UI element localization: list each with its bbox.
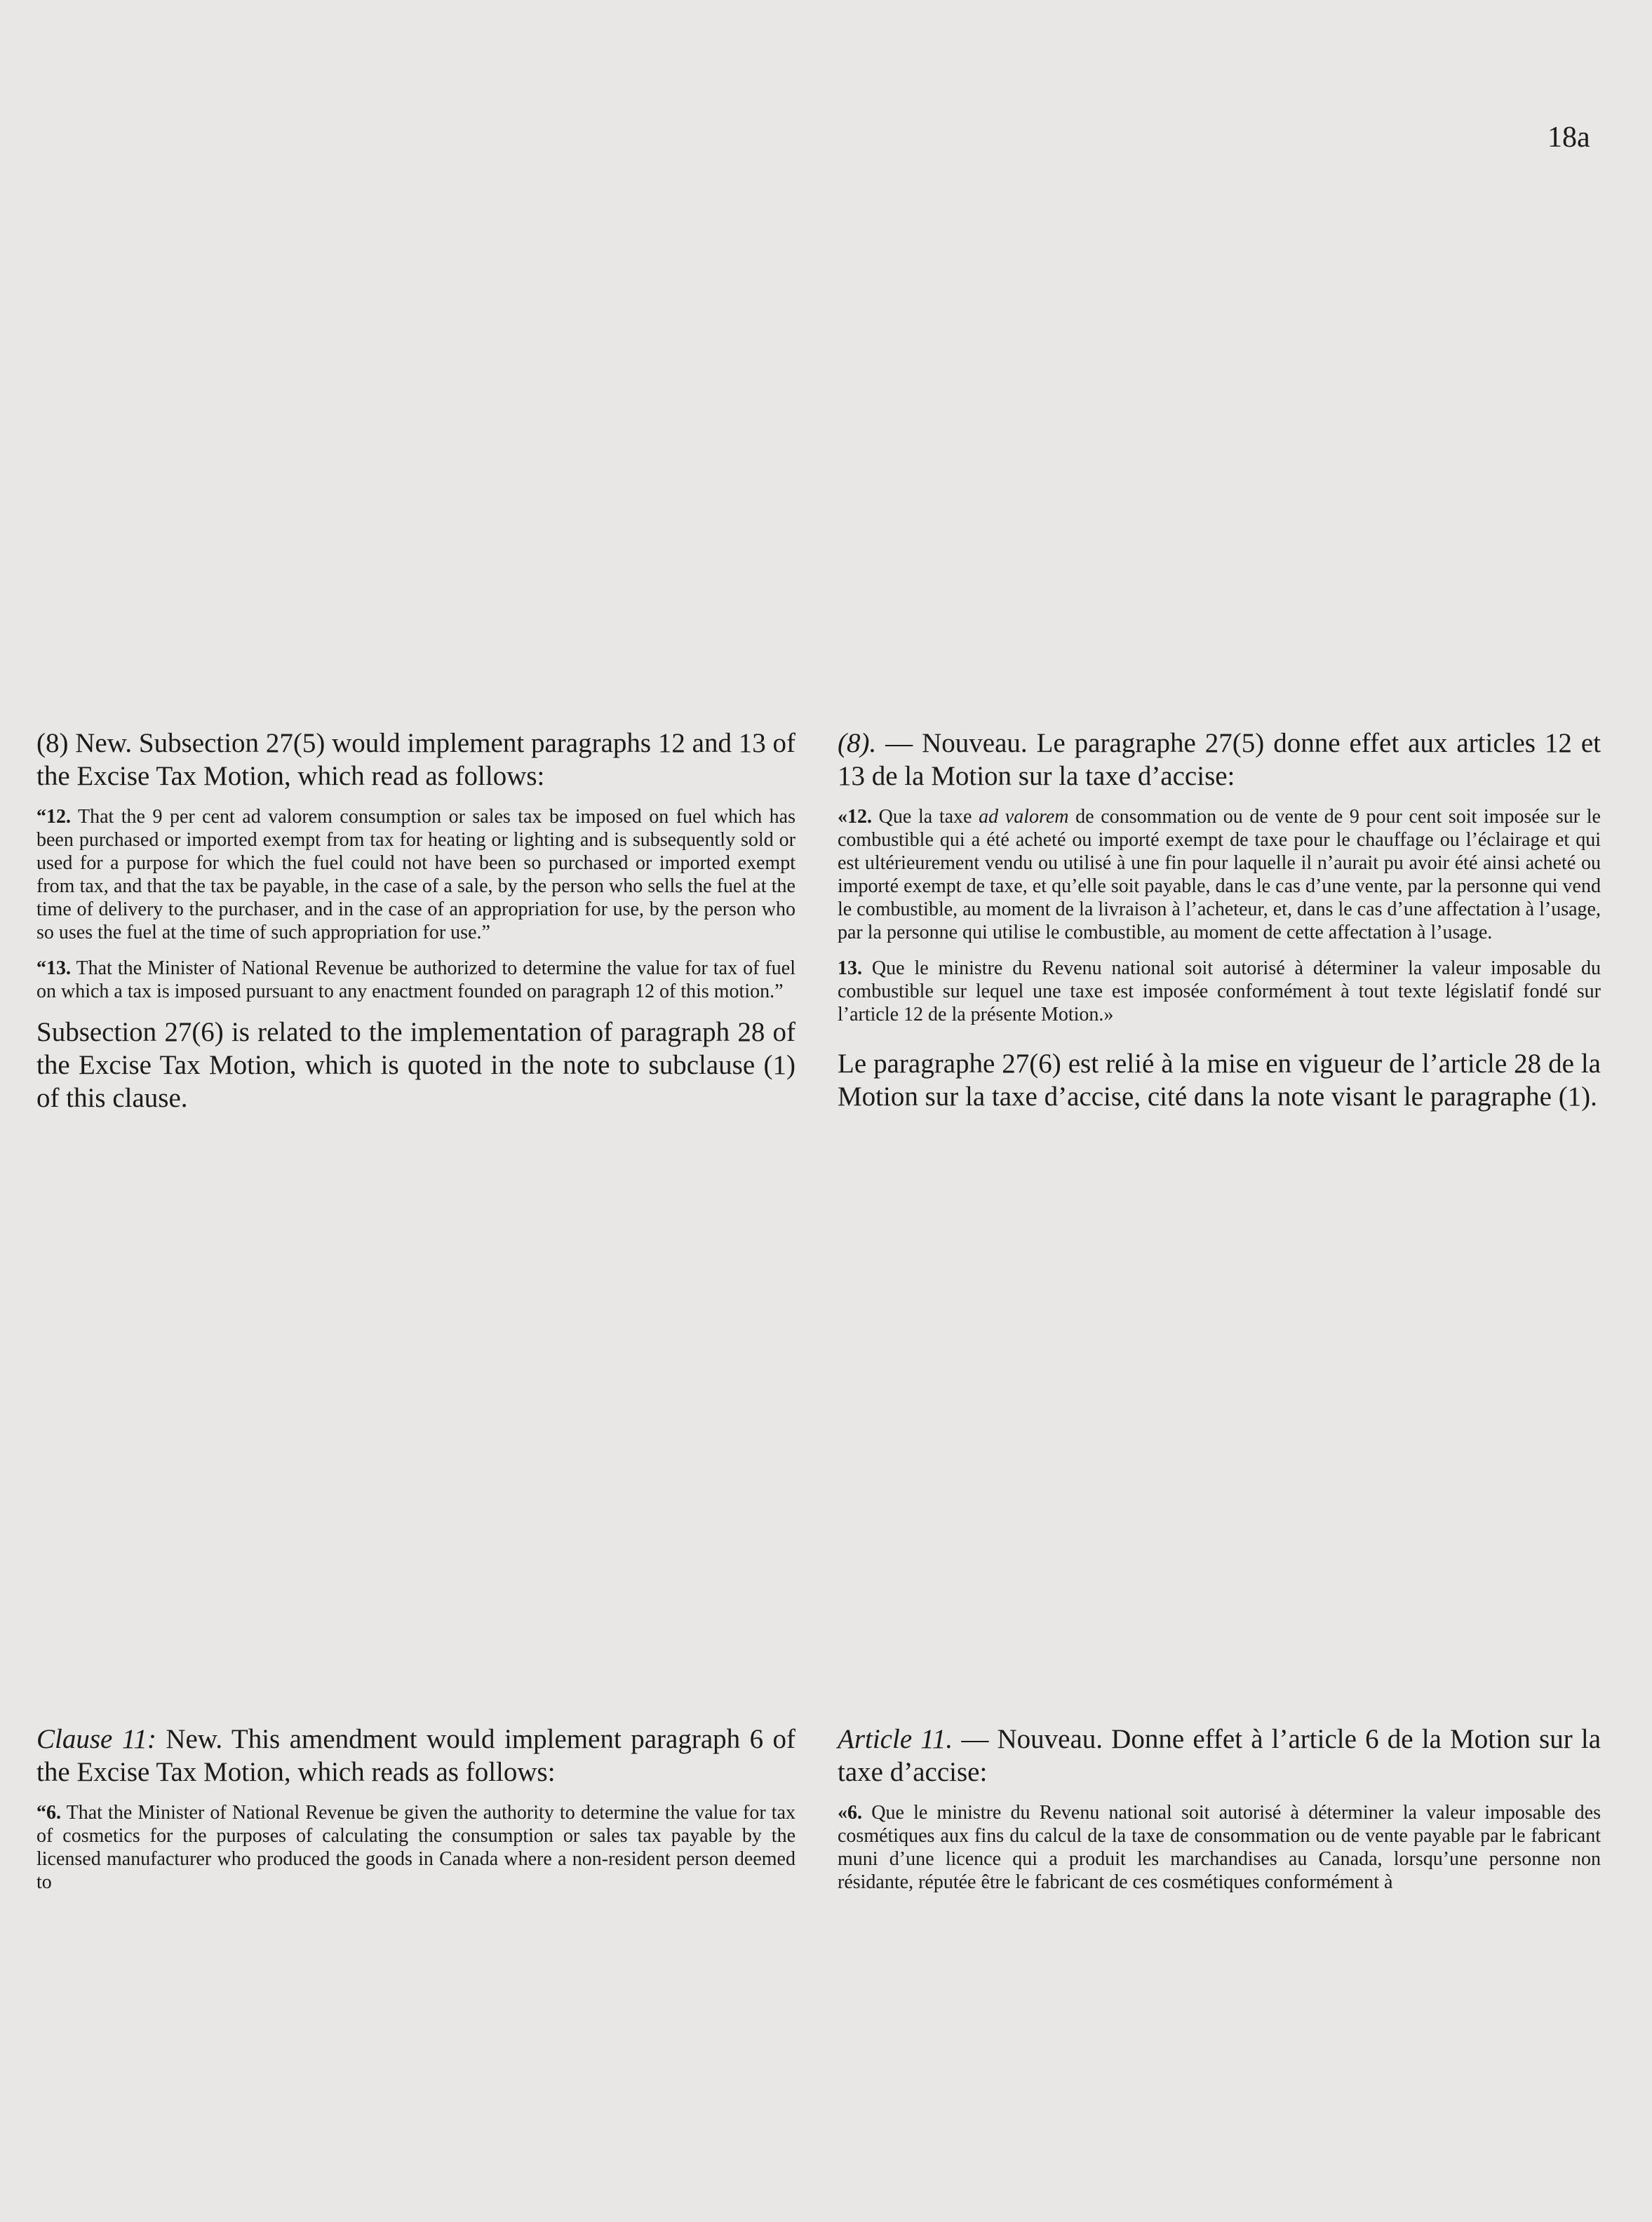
page-number: 18a <box>1547 121 1590 154</box>
article-text: — Nouveau. Donne effet à l’article 6 de la Motion sur la taxe d’accise: <box>838 1724 1601 1787</box>
quote-number: «12. <box>838 806 872 828</box>
quote-text-a: Que la taxe <box>872 806 979 828</box>
note-clause-11 <box>36 1723 795 1789</box>
quote-text: That the Minister of National Revenue be authorized to determine the value for tax of fuel on which a tax is imposed pursuant to any enactment founded on paragraph 12 of this motion.” <box>36 957 795 1002</box>
note-paragraphe-27-6 <box>838 1047 1601 1113</box>
note-subsection-27-6 <box>36 1016 795 1115</box>
quote-paragraph-13 <box>36 957 795 1003</box>
quote-text: That the Minister of National Revenue be given the authority to determine the value for tax of cosmetics for the purposes of calculating the consumption or sales tax payable by the licensed manufacturer who produced the goods in Canada where a non-resident person deemed to <box>36 1802 795 1893</box>
quote-text: That the 9 per cent ad valorem consumption or sales tax be imposed on fuel which has been purchased or imported exempt from tax for heating or lighting and is subsequently sold or used for a purpose for which the fuel could not have been so purchased or imported exempt from tax, and that the tax be payable, in the case of a sale, by the person who sells the fuel at the time of delivery to the purchaser, and in the case of an appropriation for use, by the person who so uses the fuel at the time of such appropriation for use.” <box>36 806 795 943</box>
show-through-texture-lower <box>0 1136 1652 1627</box>
quote-number: 13. <box>838 957 862 979</box>
french-column-notes <box>838 727 1601 1126</box>
note-subsection-27-5 <box>36 727 795 793</box>
quote-article-12 <box>838 805 1601 944</box>
quote-text-b: de consommation ou de vente de 9 pour cent soit imposée sur le combustible qui a été acheté ou importé exempt de taxe pour le chauffage ou l’éclairage et qui est ultérieurement vendu ou utilisé à une fin pour laquelle il n’aurait pu avoir été ainsi acheté ou importé exempt de taxe, et qu’elle soit payable, dans le cas d’une vente, par la personne qui vend le combustible, au moment de la livraison à l’acheteur, et, dans le cas d’une affectation à l’usage, par la personne qui utilise le combustible, au moment de cette affectation à l’usage. <box>838 806 1601 943</box>
quote-article-13 <box>838 957 1601 1026</box>
quote-text: Que le ministre du Revenu national soit autorisé à déterminer la valeur imposable des cosmétiques aux fins du calcul de la taxe de consommation ou de vente payable par le fabricant muni d’une licence qui a produit les marchandises au Canada, lorsqu’une personne non résidante, réputée être le fabricant de ces cosmétiques conformément à <box>838 1802 1601 1893</box>
quote-number: «6. <box>838 1802 862 1824</box>
quote-number: “13. <box>36 957 71 979</box>
article-label: Article 11. <box>838 1724 953 1754</box>
note-article-11 <box>838 1723 1601 1789</box>
quote-number: “12. <box>36 806 71 828</box>
french-column-article-11 <box>838 1723 1601 1906</box>
quote-paragraph-12 <box>36 805 795 944</box>
quote-text: Que le ministre du Revenu national soit autorisé à déterminer la valeur imposable du combustible sur lequel une taxe est imposée conformément à tout texte législatif fondé sur l’article 12 de la présente Motion.» <box>838 957 1601 1025</box>
english-column-clause-11 <box>36 1723 795 1906</box>
quote-paragraph-6 <box>36 1801 795 1894</box>
clause-text: New. This amendment would implement paragraph 6 of the Excise Tax Motion, which reads as follows: <box>36 1724 795 1787</box>
english-column-notes <box>36 727 795 1127</box>
note-paragraphe-27-5 <box>838 727 1601 793</box>
quote-italic-term: ad valorem <box>979 806 1069 828</box>
note-label: (8). <box>838 728 877 758</box>
note-text: Subsection 27(6) is related to the implementation of paragraph 28 of the Excise Tax Motion, which is quoted in the note to subclause (1) of this clause. <box>36 1017 795 1113</box>
quote-number: “6. <box>36 1802 61 1824</box>
note-text: — Nouveau. Le paragraphe 27(5) donne effet aux articles 12 et 13 de la Motion sur la taxe d’accise: <box>838 728 1601 791</box>
clause-label: Clause 11: <box>36 1724 156 1754</box>
quote-article-6 <box>838 1801 1601 1894</box>
note-text: Le paragraphe 27(6) est relié à la mise en vigueur de l’article 28 de la Motion sur la taxe d’accise, cité dans la note visant le paragraphe (1). <box>838 1049 1601 1112</box>
note-text: (8) New. Subsection 27(5) would implement paragraphs 12 and 13 of the Excise Tax Motion, which read as follows: <box>36 728 795 791</box>
show-through-texture <box>0 105 1652 680</box>
